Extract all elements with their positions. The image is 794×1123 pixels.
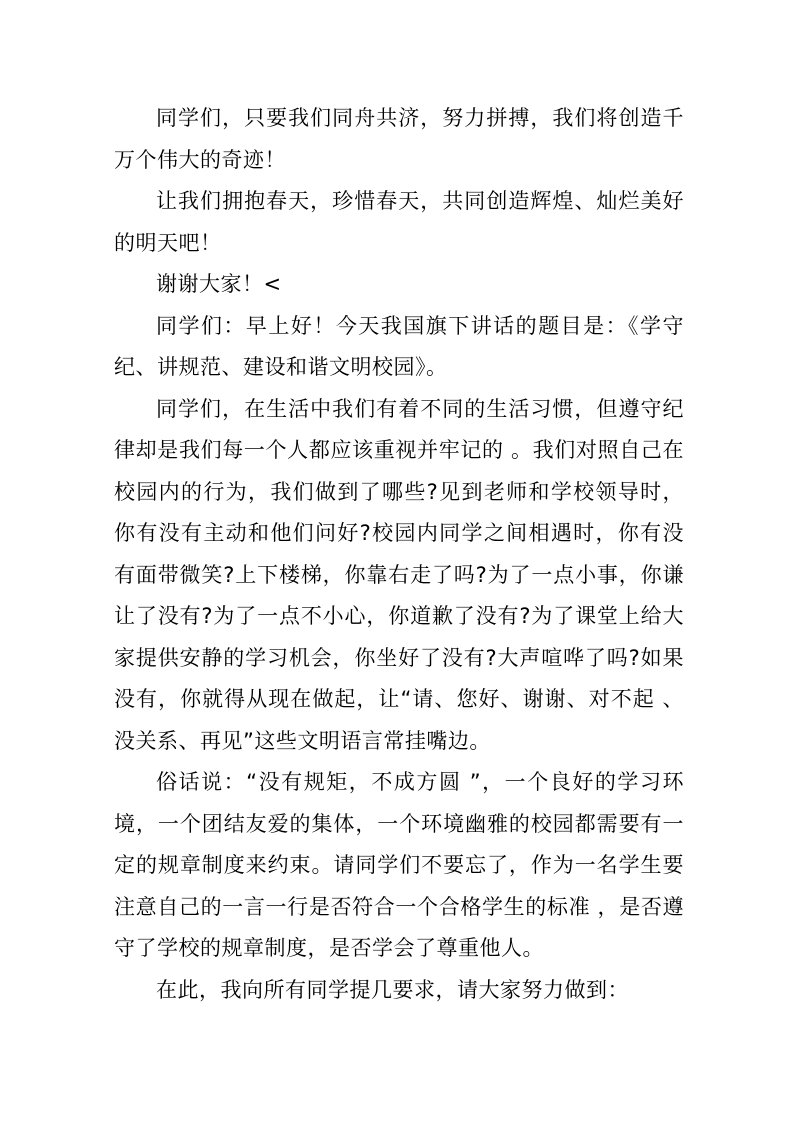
paragraph-greeting-topic: 同学们：早上好！今天我国旗下讲话的题目是：《学守纪、讲规范、建设和谐文明校园》。 [114,313,684,379]
document-body [114,98,684,1011]
paragraph-discipline-habits: 同学们，在生活中我们有着不同的生活习惯，但遵守纪律却是我们每一个人都应该重视并牢记的 。我们对照自己在校园内的行为，我们做到了哪些?见到老师和学校领导时，你有没有主动和他们问好?校园内同学之间相遇时，你有没有面带微笑?上下楼梯，你靠右走了吗?为了一点小事，你谦让了没有?为了一点不小心，你道歉了没有?为了课堂上给大家提供安静的学习机会，你坐好了没有?大声喧哗了吗?如果没有，你就得从现在做起，让“请、您好、谢谢、对不起 、没关系、再见”这些文明语言常挂嘴边。 [114,396,684,753]
paragraph-rules-proverb: 俗话说：“没有规矩，不成方圆 ”，一个良好的学习环境，一个团结友爱的集体，一个环境幽雅的校园都需要有一定的规章制度来约束。请同学们不要忘了，作为一名学生要注意自己的一言一行是否符合一个合格学生的标准 ，是否遵守了学校的规章制度，是否学会了尊重他人。 [114,770,684,960]
paragraph-embrace-spring: 让我们拥抱春天，珍惜春天，共同创造辉煌、灿烂美好的明天吧！ [114,189,684,255]
paragraph-thanks: 谢谢大家！< [156,272,282,296]
paragraph-requirements-intro: 在此，我向所有同学提几要求，请大家努力做到： [156,977,629,1002]
paragraph-unity: 同学们，只要我们同舟共济，努力拼搏，我们将创造千万个伟大的奇迹！ [114,106,684,172]
